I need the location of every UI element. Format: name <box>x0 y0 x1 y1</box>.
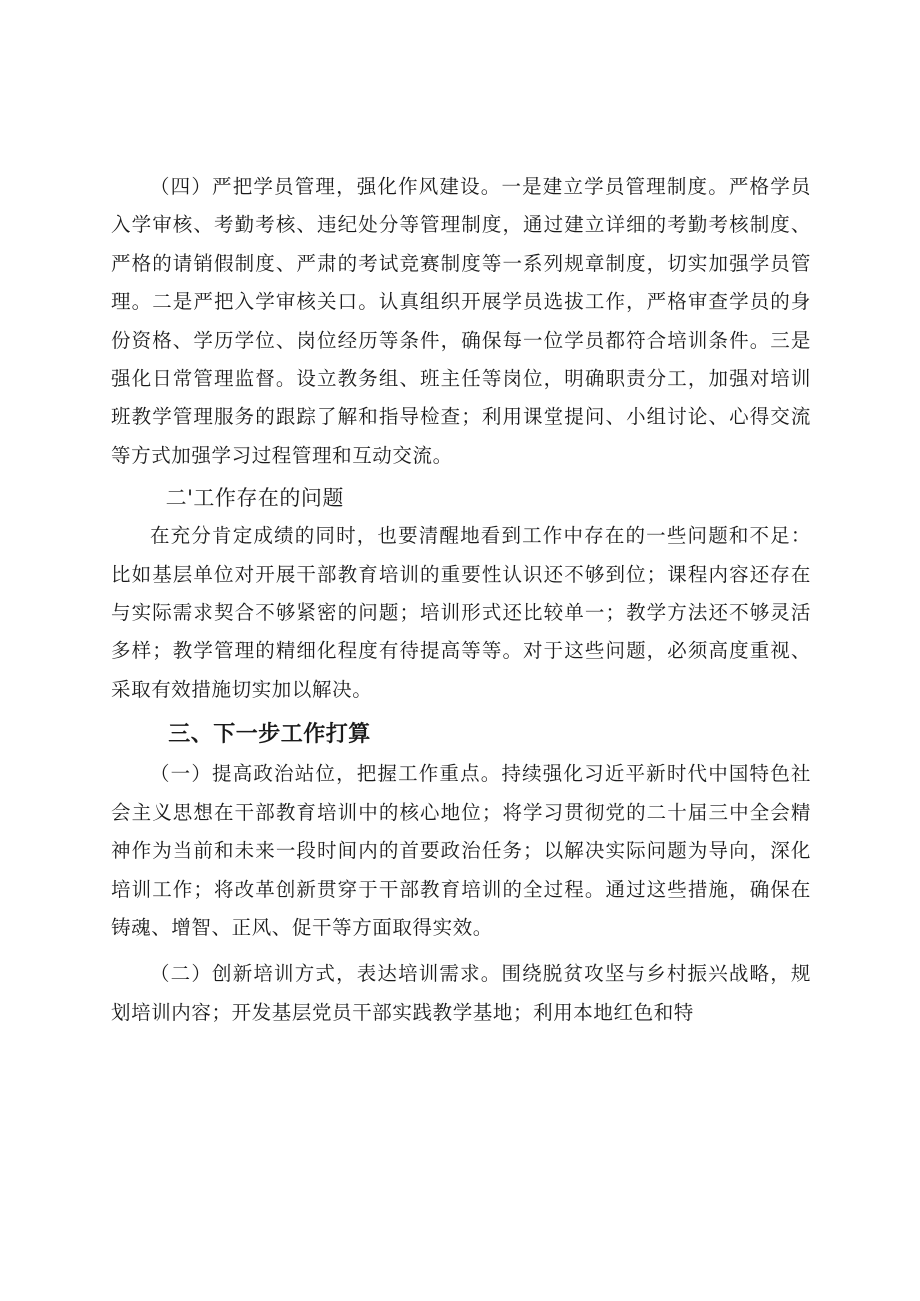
paragraph-student-management: （四）严把学员管理，强化作风建设。一是建立学员管理制度。严格学员入学审核、考勤考核、违纪处分等管理制度，通过建立详细的考勤考核制度、严格的请销假制度、严肃的考试竞赛制度等一系列规章制度，切实加强学员管理。二是严把入学审核关口。认真组织开展学员选拔工作，严格审查学员的身份资格、学历学位、岗位经历等条件，确保每一位学员都符合培训条件。三是强化日常管理监督。设立教务组、班主任等岗位，明确职责分工，加强对培训班教学管理服务的跟踪了解和指导检查；利用课堂提问、小组讨论、心得交流等方式加强学习过程管理和互动交流。 <box>111 175 811 467</box>
spacer <box>111 709 811 713</box>
paragraph-problems: 在充分肯定成绩的同时，也要清醒地看到工作中存在的一些问题和不足：比如基层单位对开展干部教育培训的重要性认识还不够到位；课程内容还存在与实际需求契合不够紧密的问题；培训形式还比较单一；教学方法还不够灵活多样；教学管理的精细化程度有待提高等等。对于这些问题，必须高度重视、采取有效措施切实加以解决。 <box>111 524 811 701</box>
document-body <box>111 168 811 1032</box>
section-heading-problems: 二'工作存在的问题 <box>165 486 344 511</box>
spacer <box>111 947 811 955</box>
paragraph-plan-political: （一）提高政治站位，把握工作重点。持续强化习近平新时代中国特色社会主义思想在干部教育培训中的核心地位；将学习贯彻党的二十届三中全会精神作为当前和未来一段时间内的首要政治任务；以解决实际问题为导向，深化培训工作；将改革创新贯穿于干部教育培训的全过程。通过这些措施，确保在铸魂、增智、正风、促干等方面取得实效。 <box>111 762 811 939</box>
paragraph-plan-training-methods: （二）创新培训方式，表达培训需求。围绕脱贫攻坚与乡村振兴战略，规划培训内容；开发基层党员干部实践教学基地；利用本地红色和特 <box>111 962 811 1024</box>
section-heading-next-steps: 三、下一步工作打算 <box>168 722 371 748</box>
